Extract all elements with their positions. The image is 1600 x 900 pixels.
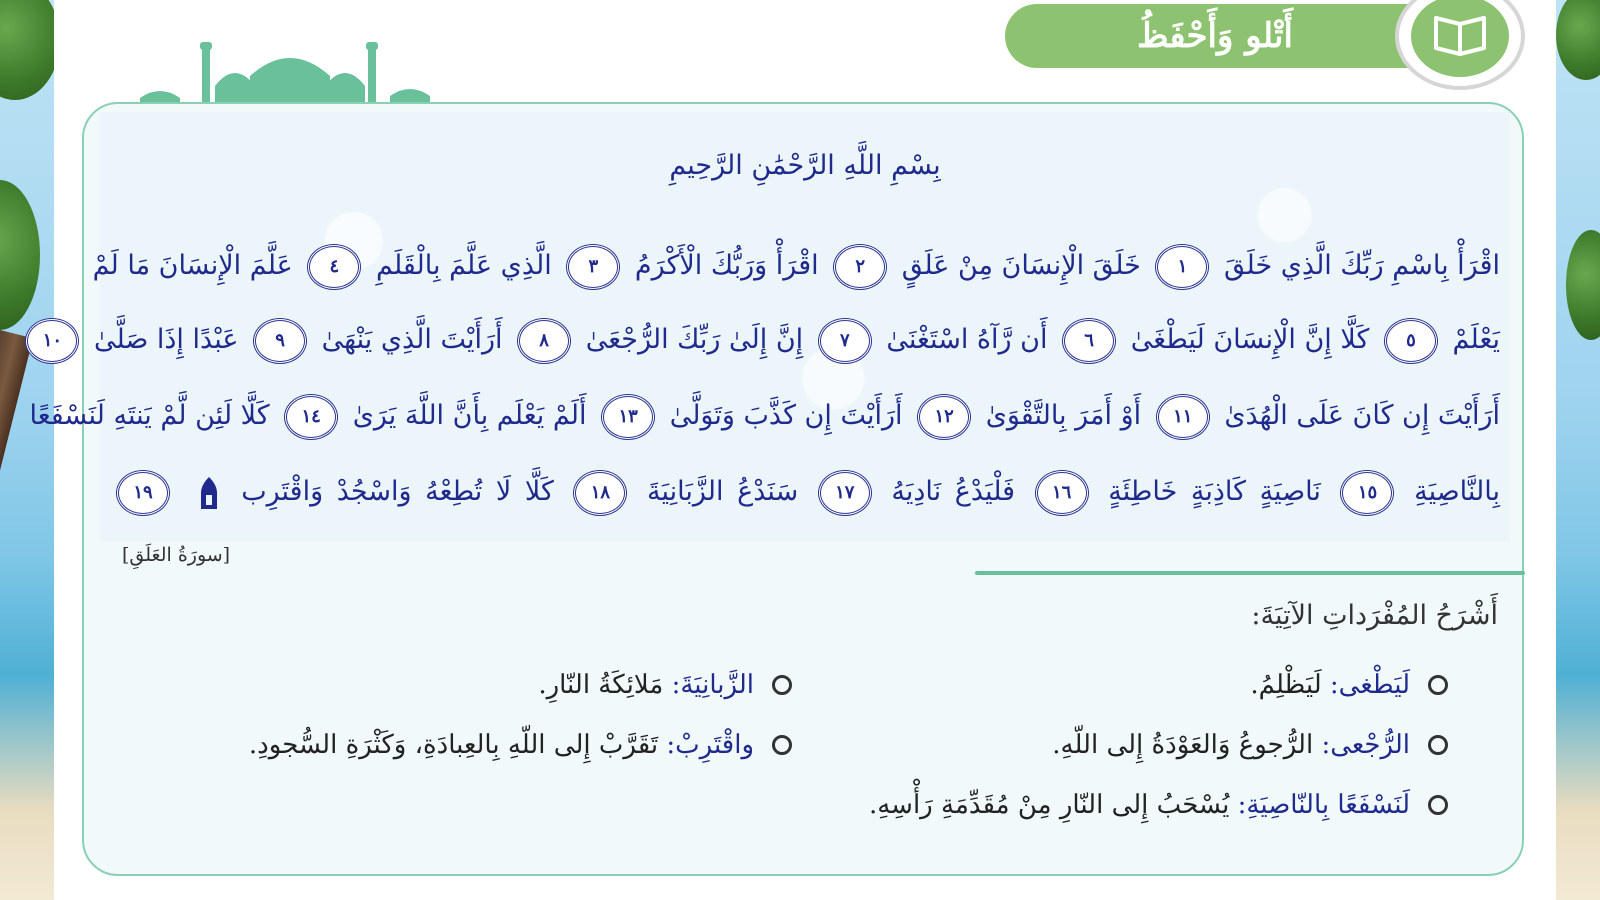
section-divider	[975, 571, 1525, 575]
ayah-number-marker: ١٧	[818, 470, 872, 516]
verse-text: أَرَأَيْتَ إِن كَانَ عَلَى الْهُدَىٰ	[1224, 400, 1500, 431]
verse-text: الَّذِي عَلَّمَ بِالْقَلَمِ	[375, 250, 552, 281]
vocab-meaning: يُسْحَبُ إِلى النّارِ مِنْ مُقَدِّمَةِ رَأْسِهِ.	[868, 790, 1230, 820]
mosque-icon	[140, 38, 440, 110]
bullet-icon	[1428, 795, 1448, 815]
ayah-number-marker: ٢	[833, 244, 887, 290]
bullet-icon	[772, 735, 792, 755]
ayah-number-marker: ١٣	[601, 394, 655, 440]
vocabulary-instruction: أَشْرَحُ المُفْرَداتِ الآتِيَةَ:	[1251, 600, 1498, 631]
verse-text: يَعْلَمْ	[1452, 324, 1500, 355]
book-badge-inner	[1411, 0, 1509, 77]
verse-text: أَن رَّآهُ اسْتَغْنَىٰ	[886, 324, 1048, 355]
vocab-term: لَيَطْغى:	[1329, 670, 1410, 700]
verse-text: كَلَّا لَا تُطِعْهُ وَاسْجُدْ وَاقْتَرِب	[241, 476, 554, 507]
ayah-number-marker: ١٠	[25, 318, 79, 364]
ayah-number-marker: ٤	[307, 244, 361, 290]
ayah-number-marker: ٦	[1062, 318, 1116, 364]
vocab-term: واقْتَرِبْ:	[666, 730, 754, 760]
basmala: بِسْمِ اللَّهِ الرَّحْمَٰنِ الرَّحِيمِ	[669, 150, 941, 181]
verse-line	[42, 308, 1500, 372]
vocab-item	[1052, 730, 1448, 760]
verse-text: اقْرَأْ وَرَبُّكَ الْأَكْرَمُ	[634, 250, 819, 281]
ayah-number-marker: ١٤	[284, 394, 338, 440]
ayah-number-marker: ١	[1155, 244, 1209, 290]
vocab-term: لَنَسْفَعًا بِالنّاصِيَةِ:	[1237, 790, 1410, 820]
vocab-meaning: الرُّجوعُ وَالعَوْدَةُ إِلى اللّهِ.	[1052, 730, 1314, 760]
vocab-term: الزَّبانِيَةَ:	[671, 670, 754, 700]
verse-text: نَاصِيَةٍ كَاذِبَةٍ خَاطِئَةٍ	[1108, 476, 1321, 507]
vocab-meaning: تَقَرَّبْ إِلى اللّهِ بِالعِبادَةِ، وَكَثْرَةِ السُّجودِ.	[248, 730, 659, 760]
vocab-item	[1250, 670, 1448, 700]
ayah-number-marker: ٧	[818, 318, 872, 364]
ayah-number-marker: ١١	[1156, 394, 1210, 440]
verse-text: فَلْيَدْعُ نَادِيَهُ	[891, 476, 1016, 507]
vocab-item	[249, 730, 792, 760]
palm-trunk	[0, 330, 33, 629]
sajda-mark-icon	[198, 475, 220, 511]
vocab-item	[869, 790, 1448, 820]
ayah-number-marker: ١٩	[116, 470, 170, 516]
ayah-number-marker: ١٢	[917, 394, 971, 440]
ayah-number-marker: ٥	[1384, 318, 1438, 364]
vocab-item	[538, 670, 792, 700]
verse-line	[29, 384, 1500, 448]
verse-text: أَرَأَيْتَ الَّذِي يَنْهَىٰ	[321, 324, 503, 355]
verse-text: أَوْ أَمَرَ بِالتَّقْوَىٰ	[985, 400, 1142, 431]
verse-line	[92, 234, 1500, 298]
palm-leaves	[0, 0, 60, 100]
palm-leaves	[1556, 0, 1600, 80]
vocab-meaning: مَلائِكَةُ النّارِ.	[538, 670, 664, 700]
verse-text: أَرَأَيْتَ إِن كَذَّبَ وَتَوَلَّىٰ	[669, 400, 903, 431]
verse-text: عَلَّمَ الْإِنسَانَ مَا لَمْ	[92, 250, 293, 281]
section-title: أَتْلو وَأَحْفَظُ	[1137, 16, 1293, 56]
verse-text: سَنَدْعُ الزَّبَانِيَةَ	[647, 476, 799, 507]
verse-text: بِالنَّاصِيَةِ	[1414, 476, 1500, 507]
ayah-number-marker: ١٥	[1340, 470, 1394, 516]
bullet-icon	[1428, 735, 1448, 755]
vocab-term: الرُّجْعى:	[1321, 730, 1410, 760]
ayah-number-marker: ٣	[566, 244, 620, 290]
verse-text: اقْرَأْ بِاسْمِ رَبِّكَ الَّذِي خَلَقَ	[1224, 250, 1500, 281]
surah-text-area	[29, 112, 1510, 542]
section-title-banner	[1005, 4, 1425, 68]
verse-text: أَلَمْ يَعْلَم بِأَنَّ اللَّهَ يَرَىٰ	[352, 400, 587, 431]
bullet-icon	[1428, 675, 1448, 695]
verse-text: إِنَّ إِلَىٰ رَبِّكَ الرُّجْعَىٰ	[585, 324, 804, 355]
right-beach-background	[1556, 0, 1600, 900]
ayah-number-marker: ١٨	[573, 470, 627, 516]
ayah-number-marker: ٨	[517, 318, 571, 364]
ayah-number-marker: ٩	[253, 318, 307, 364]
bullet-icon	[772, 675, 792, 695]
verse-line	[110, 460, 1500, 524]
vocab-meaning: لَيَظْلِمُ.	[1250, 670, 1322, 700]
ayah-number-marker: ١٦	[1035, 470, 1089, 516]
left-beach-background	[0, 0, 54, 900]
verse-text: خَلَقَ الْإِنسَانَ مِنْ عَلَقٍ	[901, 250, 1141, 281]
open-book-icon	[1430, 14, 1490, 58]
verse-text: عَبْدًا إِذَا صَلَّىٰ	[93, 324, 239, 355]
verse-text: كَلَّا إِنَّ الْإِنسَانَ لَيَطْغَىٰ	[1130, 324, 1370, 355]
palm-leaves	[1566, 230, 1600, 340]
surah-source-label: [سورَةُ العَلَقِ]	[122, 544, 231, 566]
verse-text: كَلَّا لَئِن لَّمْ يَنتَهِ لَنَسْفَعًا	[29, 400, 270, 431]
